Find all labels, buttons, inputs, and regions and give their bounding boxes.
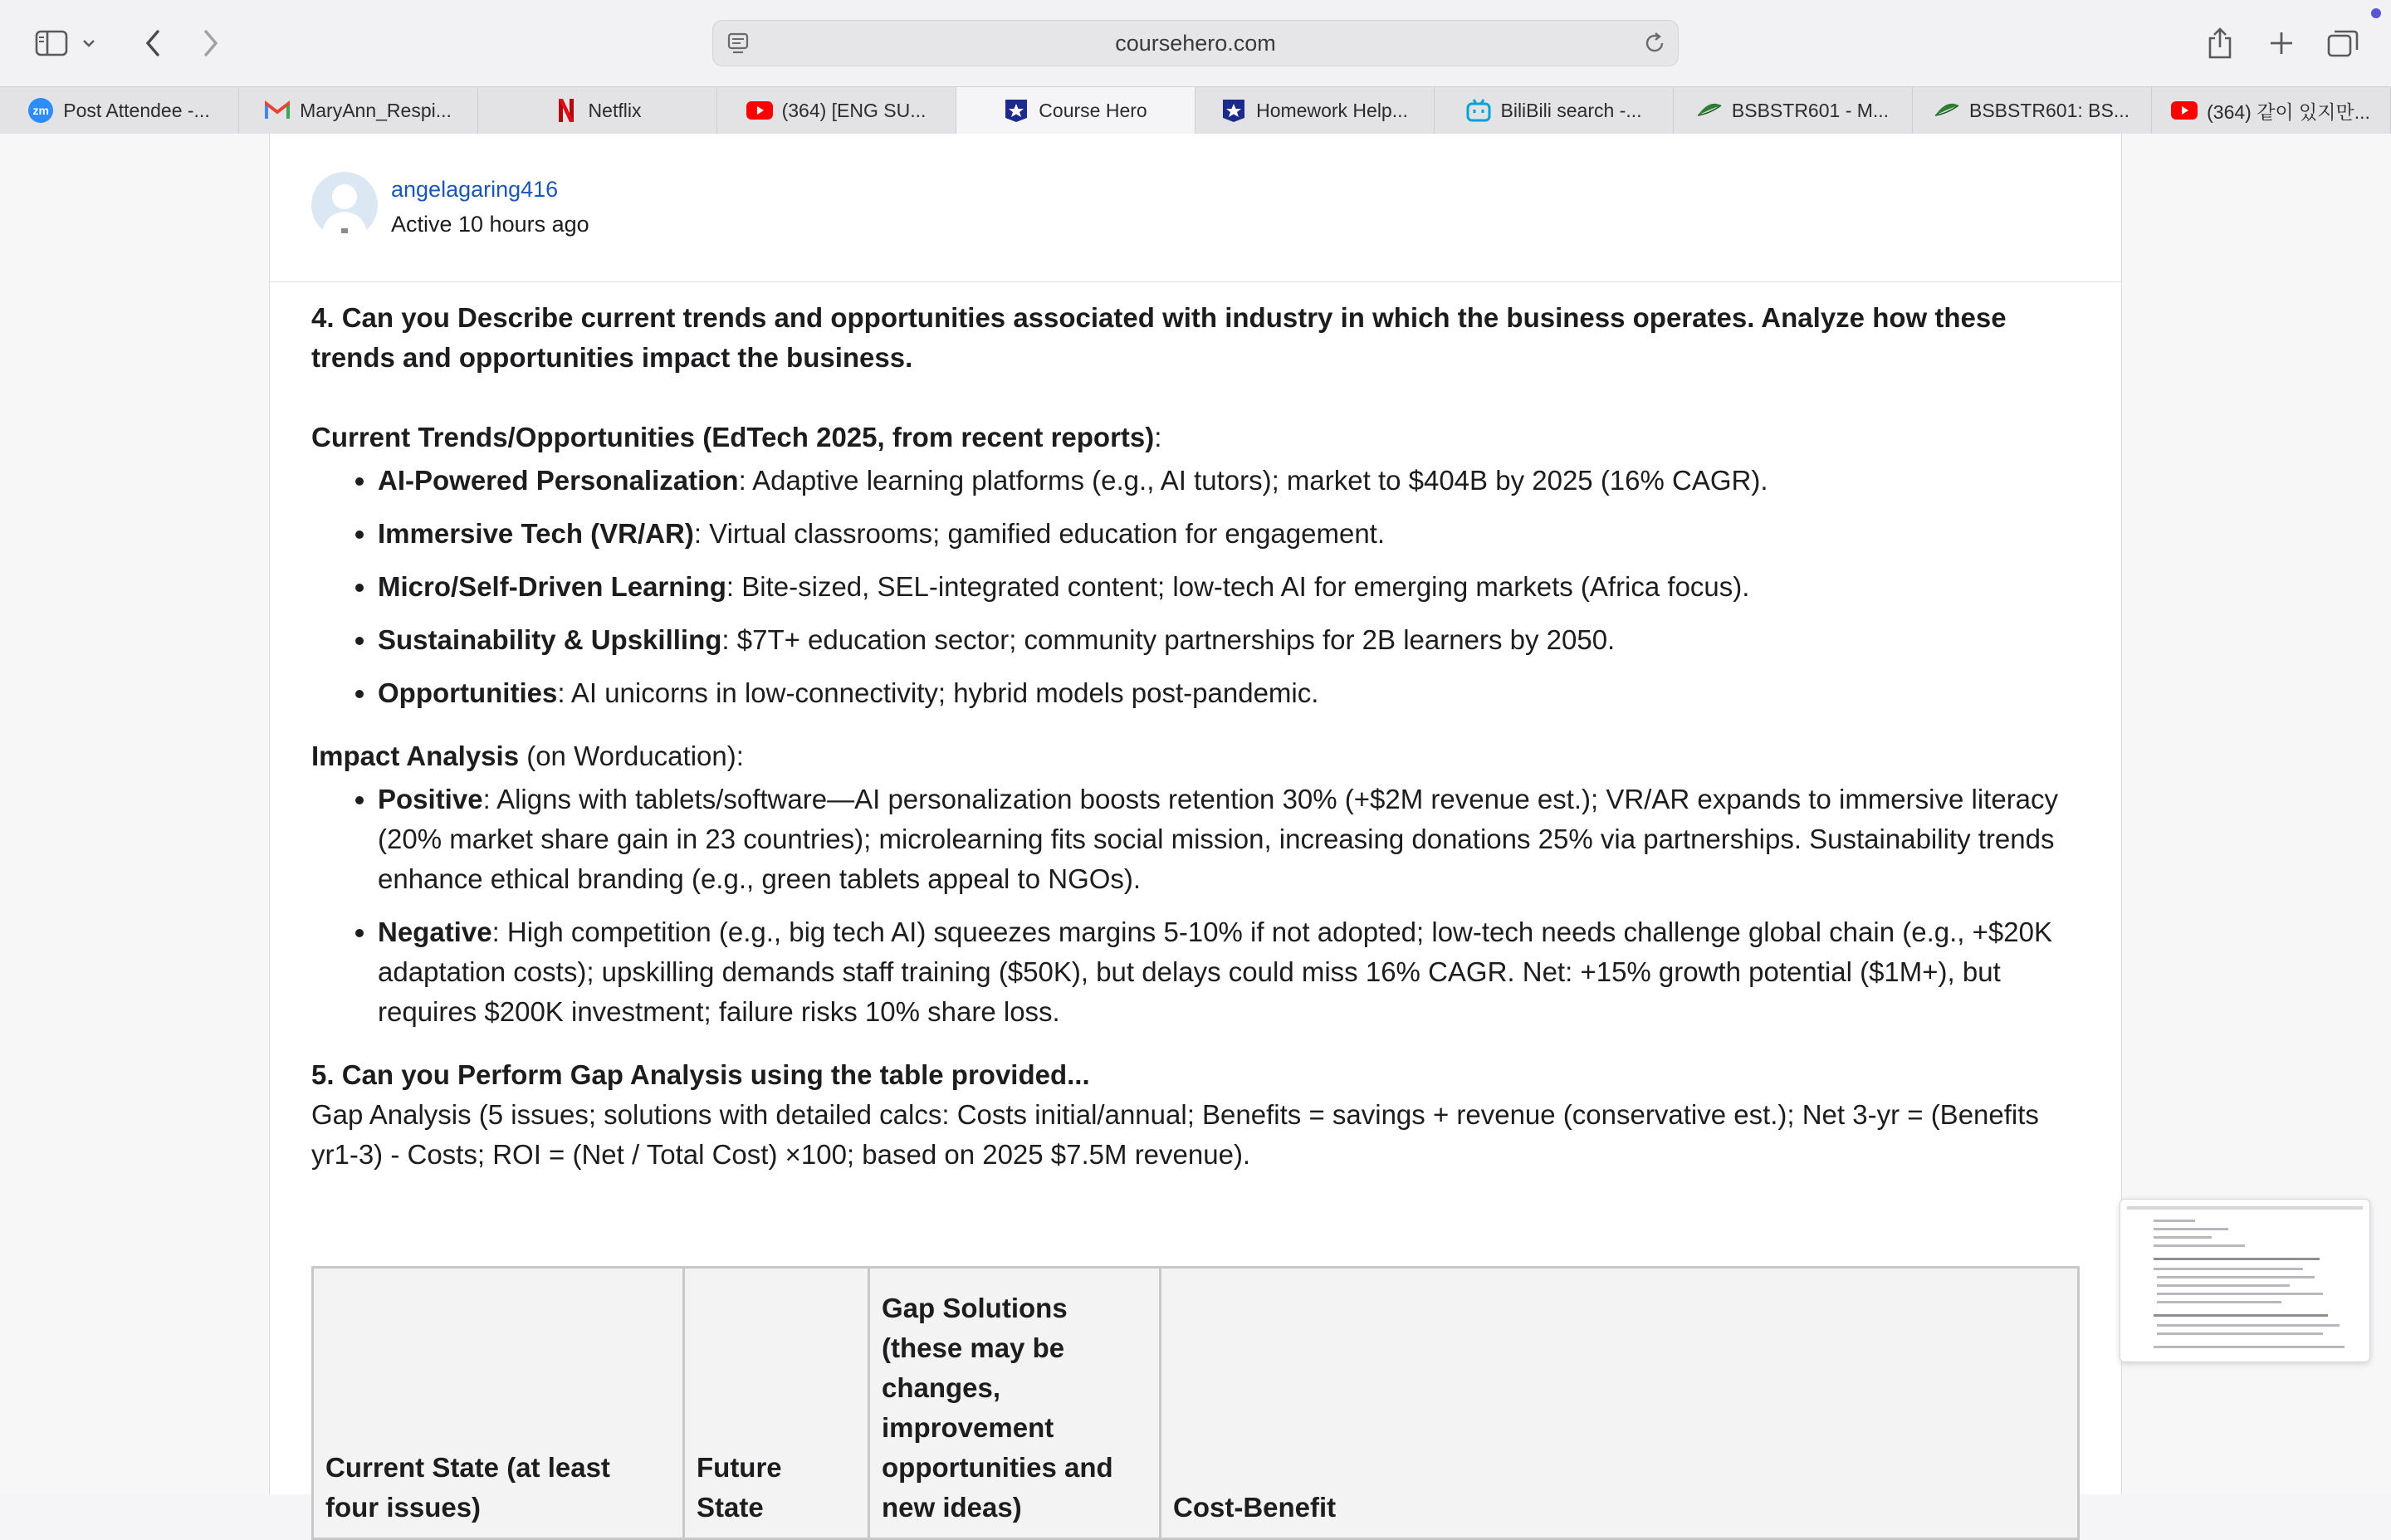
back-icon[interactable] <box>130 20 176 66</box>
new-tab-icon[interactable] <box>2258 20 2305 66</box>
table-header-gap-solutions: Gap Solutions (these may be changes, improvement opportunities and new ideas) <box>869 1268 1161 1539</box>
trends-heading-bold: Current Trends/Opportunities (EdTech 2025, from recent reports) <box>311 422 1155 452</box>
list-item <box>378 514 2071 554</box>
tab-label: Netflix <box>588 99 642 121</box>
list-item <box>378 673 2071 713</box>
gap-analysis-table <box>311 1266 2080 1540</box>
tab-bilibili[interactable] <box>1435 87 1674 134</box>
list-item-text: : AI unicorns in low-connectivity; hybrid models post-pandemic. <box>557 677 1319 708</box>
gmail-icon <box>265 98 290 123</box>
list-item <box>378 567 2071 607</box>
tab-label: BiliBili search -... <box>1500 99 1642 121</box>
list-item-text: : Virtual classrooms; gamified education for engagement. <box>693 518 1386 549</box>
list-item <box>378 620 2071 660</box>
table-header-current-state: Current State (at least four issues) <box>313 1268 684 1539</box>
leaf-icon <box>1934 98 1959 123</box>
tab-bsbstr601-m[interactable] <box>1674 87 1913 134</box>
address-bar[interactable] <box>712 20 1679 66</box>
notification-dot <box>2371 8 2381 18</box>
tab-label: (364) [ENG SU... <box>781 99 927 121</box>
list-item <box>378 780 2071 899</box>
list-item-term: Opportunities <box>378 677 558 708</box>
list-item-text: : Aligns with tablets/software—AI personalization boosts retention 30% (+$2M revenue est.); VR/AR expands to immersive literacy (20% market share gain in 23 countries); microlearning fits social mission, increasing donations 25% via partnerships. Sustainability trends enhance ethical branding (e.g., green tablets appeal to NGOs). <box>378 784 2059 894</box>
tab-netflix[interactable] <box>478 87 717 134</box>
tab-course-hero[interactable] <box>956 87 1196 134</box>
youtube-icon <box>2172 98 2197 123</box>
leaf-icon <box>1697 98 1722 123</box>
tab-label: BSBSTR601 - M... <box>1731 99 1890 121</box>
reload-icon[interactable] <box>1641 30 1668 56</box>
question-4-heading: 4. Can you Describe current trends and opportunities associated with industry in which the business operates. Analyze how these trends and opportunities impact the business. <box>311 302 2007 373</box>
tab-homework-help[interactable] <box>1196 87 1435 134</box>
tab-label: MaryAnn_Respi... <box>300 99 452 121</box>
list-item-term: Sustainability & Upskilling <box>378 624 722 655</box>
list-item-term: AI-Powered Personalization <box>378 465 739 496</box>
forward-icon[interactable] <box>188 20 234 66</box>
tab-youtube-korean[interactable] <box>2152 87 2391 134</box>
list-item-term: Positive <box>378 784 483 814</box>
impact-heading-tail: (on Worducation): <box>519 741 744 771</box>
list-item <box>378 912 2071 1032</box>
bilibili-icon <box>1466 98 1491 123</box>
avatar[interactable] <box>311 172 378 238</box>
tab-label: BSBSTR601: BS... <box>1968 99 2130 121</box>
tab-label: Homework Help... <box>1256 99 1408 121</box>
coursehero-icon <box>1004 98 1029 123</box>
tab-label: Course Hero <box>1039 99 1147 121</box>
question-5-heading: 5. Can you Perform Gap Analysis using the table provided... <box>311 1059 1090 1090</box>
tab-post-attendee[interactable] <box>0 87 239 134</box>
author-block <box>270 134 2121 282</box>
table-header-cost-benefit: Cost-Benefit <box>1161 1268 2079 1539</box>
table-header-future-state: Future State <box>684 1268 869 1539</box>
browser-toolbar <box>0 0 2391 86</box>
list-item-term: Negative <box>378 917 492 947</box>
share-icon[interactable] <box>2197 20 2243 66</box>
trends-heading-tail: : <box>1154 422 1162 452</box>
answer-content <box>311 298 2071 1175</box>
page-thumbnail-preview[interactable] <box>2120 1199 2370 1362</box>
trends-heading <box>311 418 2071 457</box>
impact-heading <box>311 736 2071 776</box>
list-item-term: Immersive Tech (VR/AR) <box>378 518 694 549</box>
impact-heading-bold: Impact Analysis <box>311 741 520 771</box>
url-text: coursehero.com <box>1115 31 1276 56</box>
answer-card <box>269 134 2122 1523</box>
tab-label: Post Attendee -... <box>63 99 210 121</box>
netflix-icon <box>554 98 579 123</box>
gap-analysis-intro: Gap Analysis (5 issues; solutions with detailed calcs: Costs initial/annual; Benefits = savings + revenue (conservative est.); Net 3-yr = (Benefits yr1-3) - Costs; ROI = (Net / Total Cost) ×100; based on 2025 $7.5M revenue). <box>311 1099 2039 1170</box>
chevron-down-icon[interactable] <box>76 20 101 66</box>
list-item-text: : $7T+ education sector; community partnerships for 2B learners by 2050. <box>721 624 1616 655</box>
list-item-text: : Adaptive learning platforms (e.g., AI tutors); market to $404B by 2025 (16% CAGR). <box>738 465 1768 496</box>
tab-overview-icon[interactable] <box>2320 20 2366 66</box>
tab-bsbstr601-bs[interactable] <box>1913 87 2152 134</box>
sidebar-toggle-icon[interactable] <box>28 20 75 66</box>
coursehero-icon <box>1221 98 1246 123</box>
table-header-row <box>313 1268 2079 1539</box>
tab-label: (364) 같이 있지만... <box>2207 100 2370 123</box>
author-active-status: Active 10 hours ago <box>391 212 589 237</box>
tab-bar <box>0 86 2391 134</box>
trends-list <box>311 461 2071 713</box>
impact-list <box>311 780 2071 1032</box>
zoom-icon: zm <box>28 98 53 123</box>
list-item-term: Micro/Self-Driven Learning <box>378 571 726 602</box>
author-username-link[interactable]: angelagaring416 <box>391 177 559 202</box>
list-item-text: : High competition (e.g., big tech AI) squeezes margins 5-10% if not adopted; low-tech needs challenge global chain (e.g., +$20K adaptation costs); upskilling demands staff training ($50K), but delays could miss 16% CAGR. Net: +15% growth potential ($1M+), but requires $200K investment; failure risks 10% share loss. <box>378 917 2052 1027</box>
tab-gmail[interactable] <box>239 87 478 134</box>
tab-youtube-eng[interactable] <box>717 87 956 134</box>
list-item-text: : Bite-sized, SEL-integrated content; low-tech AI for emerging markets (Africa focus). <box>726 571 1750 602</box>
list-item <box>378 461 2071 501</box>
youtube-icon <box>747 98 772 123</box>
